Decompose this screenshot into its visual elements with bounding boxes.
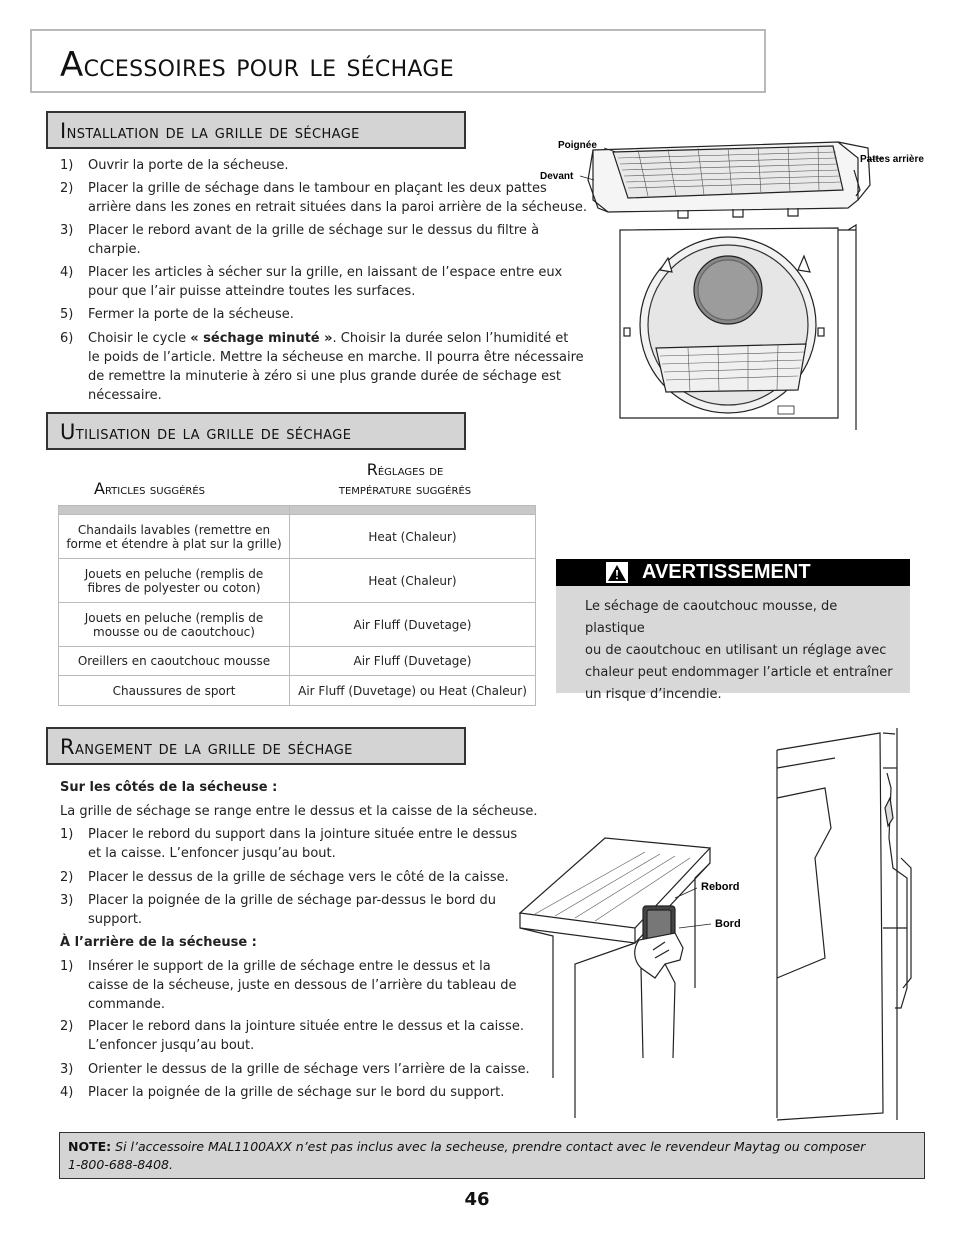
section-utilisation-header	[46, 412, 466, 450]
table-cell-item: Jouets en peluche (remplis de fibres de polyester ou coton)	[59, 559, 290, 603]
warning-title: AVERTISSEMENT	[642, 561, 811, 583]
table-cell-setting: Heat (Chaleur)	[290, 559, 536, 603]
note-label: NOTE:	[68, 1139, 112, 1154]
diagram-label-edge: Bord	[715, 918, 741, 930]
diagram-label-rear-tabs: Pattes arrière	[860, 154, 924, 165]
section-rangement-header	[46, 727, 466, 765]
drying-rack-diagram	[538, 130, 948, 430]
table-cell-setting: Air Fluff (Duvetage) ou Heat (Chaleur)	[290, 676, 536, 706]
rangement-steps: Sur les côtés de la sécheuse : La grille de séchage se range entre le dessus et la caisse de la sécheuse. 1) Placer le rebord du support dans la jointure située entre le dessus et la caisse. L’enfoncer jusqu’au bout. 2) Placer le dessus de la grille de séchage vers le côté de la caisse. 3) Placer la poignée de la grille de séchage par-dessus le bord du support. À l’arrière de la sécheuse : 1) Insérer le support de la grille de séchage entre le dessus et la caisse de la sécheuse, juste en dessous de l’arrière du tableau de commande. 2) Placer le rebord dans la jointure située entre le dessus et la caisse. L’enfoncer jusqu’au bout. 3) Orienter le dessus de la grille de séchage vers l’arrière de la caisse. 4) Placer la poignée de la grille de séchage sur le bord du support.	[60, 780, 538, 1100]
temperature-table	[58, 505, 536, 706]
section-utilisation-title: Utilisation de la grille de séchage	[60, 420, 352, 444]
diagram-label-handle: Poignée	[558, 140, 597, 151]
side-intro: La grille de séchage se range entre le dessus et la caisse de la sécheuse.	[60, 804, 538, 819]
section-installation-header	[46, 111, 466, 149]
subheading-side: Sur les côtés de la sécheuse :	[60, 780, 278, 795]
table-row	[59, 676, 536, 706]
table-cell-setting: Air Fluff (Duvetage)	[290, 603, 536, 647]
table-cell-item: Oreillers en caoutchouc mousse	[59, 647, 290, 676]
warning-header	[556, 559, 910, 586]
installation-steps: 1) Ouvrir la porte de la sécheuse. 2) Placer la grille de séchage dans le tambour en plaçant les deux pattes arrière dans les zones en retrait situées dans la paroi arrière de la sécheuse. 3) Placer le rebord avant de la grille de séchage sur le dessus du filtre à charpie. 4) Placer les articles à sécher sur la grille, en laissant de l’espace entre eux pour que l’air puisse atteindre toutes les surfaces. 5) Fermer la porte de la sécheuse. 6) Choisir le cycle « séchage minuté ». Choisir la durée selon l’humidité et le poids de l’article. Mettre la sécheuse en marche. Il pourra être nécessaire de remettre la minuterie à zéro si une plus grande durée de séchage est nécessaire.	[60, 158, 587, 403]
column-header-settings: Réglages de température suggérés	[338, 460, 472, 498]
table-cell-setting: Air Fluff (Duvetage)	[290, 647, 536, 676]
table-header-bar	[59, 506, 536, 515]
section-installation-title: Installation de la grille de séchage	[60, 119, 360, 143]
table-cell-item: Chaussures de sport	[59, 676, 290, 706]
table-cell-item: Jouets en peluche (remplis de mousse ou de caoutchouc)	[59, 603, 290, 647]
table-row	[59, 559, 536, 603]
section-rangement-title: Rangement de la grille de séchage	[60, 735, 353, 759]
column-header-articles: Articles suggérés	[94, 479, 205, 498]
table-cell-item: Chandails lavables (remettre en forme et étendre à plat sur la grille)	[59, 515, 290, 559]
page-title-box	[30, 29, 766, 93]
storage-diagram	[515, 728, 935, 1123]
diagram-label-front: Devant	[540, 171, 574, 182]
subheading-rear: À l’arrière de la sécheuse :	[60, 935, 257, 950]
diagram-label-rim: Rebord	[701, 881, 740, 893]
note-box	[59, 1132, 925, 1179]
warning-text: Le séchage de caoutchouc mousse, de plastique ou de caoutchouc en utilisant un réglage avec chaleur peut endommager l’article et entraîner un risque d’incendie.	[585, 599, 893, 702]
table-row	[59, 515, 536, 559]
table-row	[59, 603, 536, 647]
table-cell-setting: Heat (Chaleur)	[290, 515, 536, 559]
table-row	[59, 647, 536, 676]
page-title: Accessoires pour le séchage	[60, 45, 454, 85]
note-text: NOTE: Si l’accessoire MAL1100AXX n’est pas inclus avec la secheuse, prendre contact avec le revendeur Maytag ou composer 1-800-688-8408.	[68, 1139, 866, 1172]
warning-triangle-icon	[606, 562, 628, 583]
warning-box	[556, 559, 910, 702]
page-number: 46	[464, 1189, 490, 1210]
